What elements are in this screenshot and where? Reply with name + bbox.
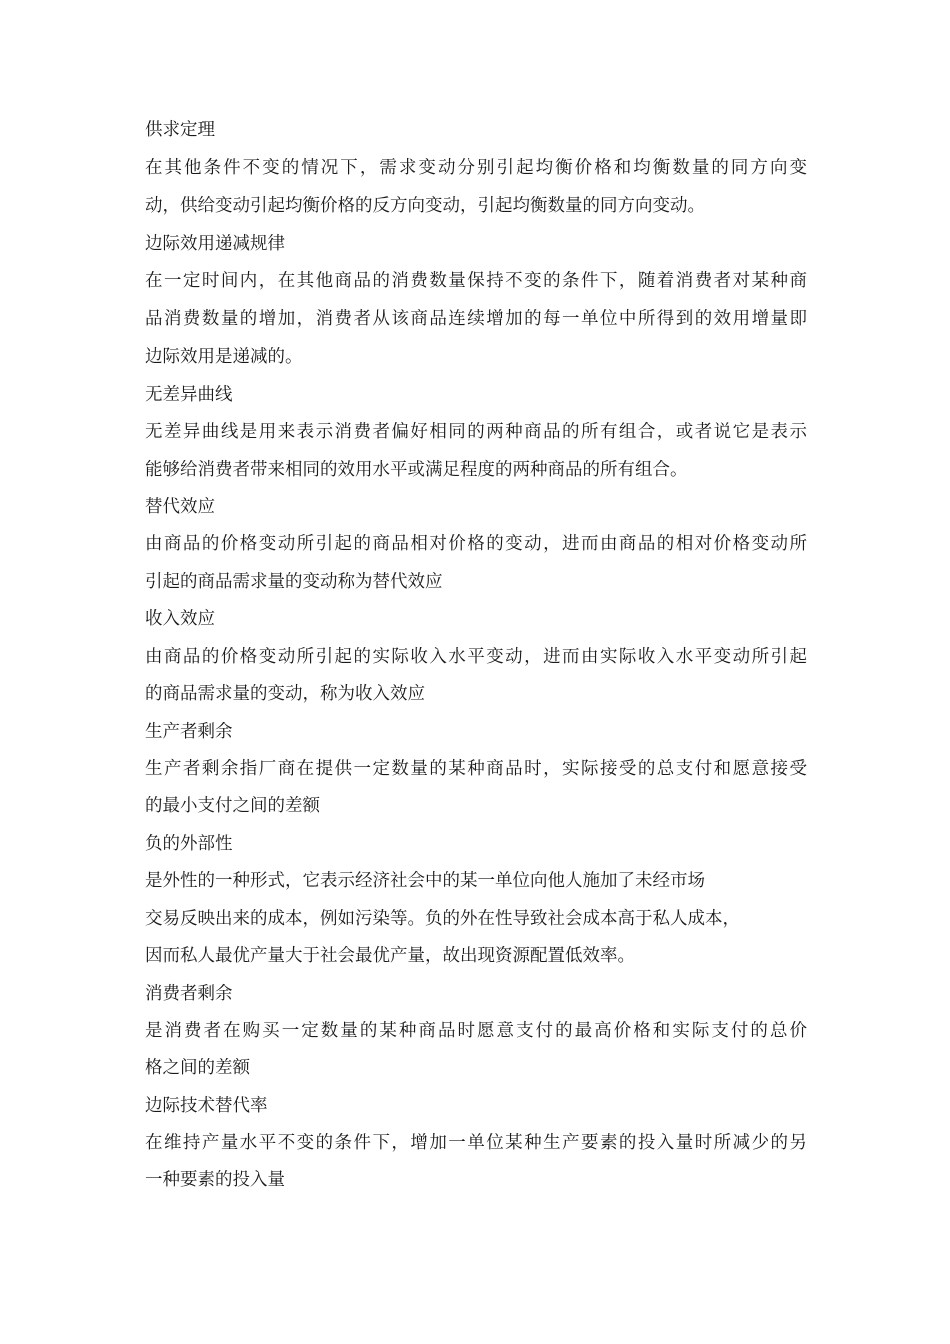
body-line: 动，供给变动引起均衡价格的反方向变动，引起均衡数量的同方向变动。 [145,196,705,216]
section-heading: 边际效用递减规律 [145,234,285,254]
body-line: 引起的商品需求量的变动称为替代效应 [145,572,443,592]
body-line: 在维持产量水平不变的条件下，增加一单位某种生产要素的投入量时所减少的另 [145,1133,807,1153]
section-heading: 替代效应 [145,497,215,517]
section-heading: 收入效应 [145,609,215,629]
body-line: 由商品的价格变动所引起的实际收入水平变动，进而由实际收入水平变动所引起 [145,647,807,667]
body-line: 由商品的价格变动所引起的商品相对价格的变动，进而由商品的相对价格变动所 [145,534,807,554]
body-line: 无差异曲线是用来表示消费者偏好相同的两种商品的所有组合，或者说它是表示 [145,422,807,442]
section-heading: 消费者剩余 [145,984,233,1004]
body-line: 的商品需求量的变动，称为收入效应 [145,684,425,704]
section-heading: 负的外部性 [145,834,233,854]
section-heading: 供求定理 [145,120,215,140]
body-line: 一种要素的投入量 [145,1170,285,1190]
body-line: 在一定时间内，在其他商品的消费数量保持不变的条件下，随着消费者对某种商 [145,271,807,291]
body-line: 边际效用是递减的。 [145,347,303,367]
section-heading: 生产者剩余 [145,722,233,742]
body-line: 是消费者在购买一定数量的某种商品时愿意支付的最高价格和实际支付的总价 [145,1021,807,1041]
body-line: 交易反映出来的成本，例如污染等。负的外在性导致社会成本高于私人成本， [145,909,740,929]
body-line: 在其他条件不变的情况下，需求变动分别引起均衡价格和均衡数量的同方向变 [145,158,807,178]
body-line: 是外性的一种形式，它表示经济社会中的某一单位向他人施加了未经市场 [145,871,705,891]
body-line: 的最小支付之间的差额 [145,796,320,816]
section-heading: 边际技术替代率 [145,1096,268,1116]
body-line: 品消费数量的增加，消费者从该商品连续增加的每一单位中所得到的效用增量即 [145,309,807,329]
body-line: 因而私人最优产量大于社会最优产量，故出现资源配置低效率。 [145,946,635,966]
body-line: 格之间的差额 [145,1058,250,1078]
section-heading: 无差异曲线 [145,385,233,405]
body-line: 生产者剩余指厂商在提供一定数量的某种商品时，实际接受的总支付和愿意接受 [145,759,807,779]
body-line: 能够给消费者带来相同的效用水平或满足程度的两种商品的所有组合。 [145,460,688,480]
